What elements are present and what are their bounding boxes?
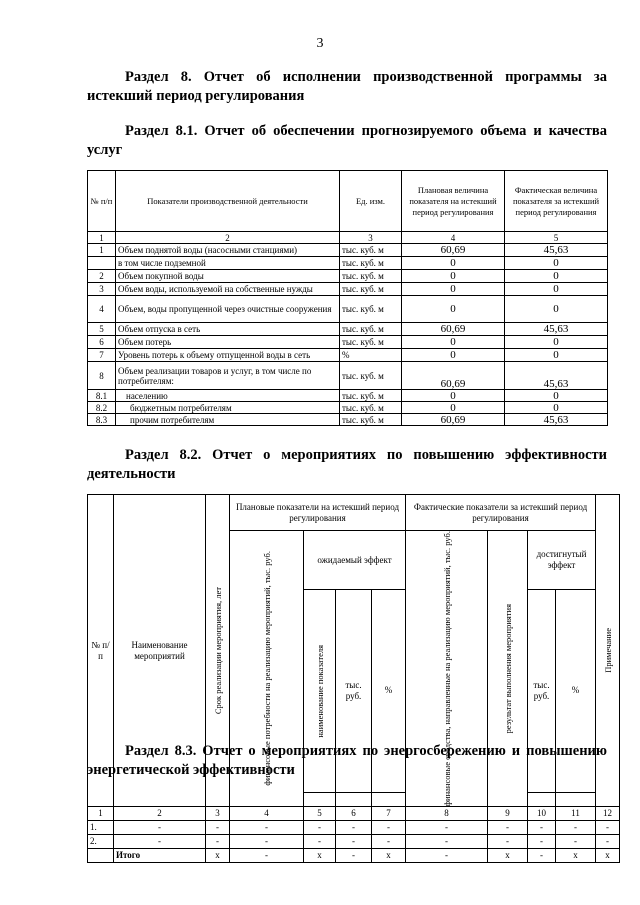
table2-header-row (88, 495, 620, 531)
table1-row (88, 362, 608, 390)
table2-header-pct2: % (556, 590, 596, 793)
cell: 2. (88, 835, 114, 849)
table1-header-plan: Плановая величина показателя на истекший период регулирования (402, 171, 505, 232)
row-unit: тыс. куб. м (340, 390, 402, 402)
section-8-1-line1: Раздел 8.1. Отчет об обеспечении прогнозируемого объема и качества (125, 123, 607, 139)
table2-colnum: 3 (206, 807, 230, 821)
row-plan: 0 (402, 296, 505, 323)
cell: - (596, 835, 620, 849)
table1-row (88, 257, 608, 270)
table2-header-name: Наименование мероприятий (114, 495, 206, 807)
cell: - (596, 821, 620, 835)
row-plan: 60,69 (402, 323, 505, 336)
row-num: 8.3 (88, 414, 116, 426)
row-indicator: бюджетным потребителям (116, 402, 340, 414)
table1-colnum: 2 (116, 232, 340, 244)
section-8-3-heading (87, 742, 607, 780)
row-num: 8.1 (88, 390, 116, 402)
table1-header-indicator: Показатели производственной деятельности (116, 171, 340, 232)
section-8-3-line1: Раздел 8.3. Отчет о мероприятиях по энергосбережению и повышению (125, 743, 607, 759)
row-unit: тыс. куб. м (340, 283, 402, 296)
row-unit: тыс. куб. м (340, 270, 402, 283)
cell: - (336, 835, 372, 849)
row-fact: 45,63 (505, 323, 608, 336)
row-fact: 0 (505, 283, 608, 296)
section-8-2-line1: Раздел 8.2. Отчет о мероприятиях по повышению эффективности (125, 447, 607, 463)
row-num: 8 (88, 362, 116, 390)
cell: - (114, 835, 206, 849)
table2-header-achieved: достигнутый эффект (528, 531, 596, 590)
cell: - (488, 835, 528, 849)
cell: - (406, 821, 488, 835)
table1-row (88, 270, 608, 283)
table2-colnum: 9 (488, 807, 528, 821)
row-indicator: населению (116, 390, 340, 402)
table2-header-result-text: результат выполнения мероприятия (502, 604, 513, 734)
row-fact: 0 (505, 270, 608, 283)
table2-colnum: 6 (336, 807, 372, 821)
row-unit: тыс. куб. м (340, 362, 402, 390)
row-num: 3 (88, 283, 116, 296)
section-8-2-heading (87, 446, 607, 484)
table2-header-plan-fin-text: финансовые потребности на реализацию мероприятий, тыс. руб. (261, 551, 272, 787)
row-indicator: Объем реализации товаров и услуг, в том числе по потребителям: (116, 362, 340, 390)
total-label: Итого (114, 849, 206, 863)
cell: - (528, 835, 556, 849)
row-num: 4 (88, 296, 116, 323)
row-indicator: прочим потребителям (116, 414, 340, 426)
table2-header-term-text: Срок реализации мероприятия, лет (212, 587, 223, 715)
row-num (88, 257, 116, 270)
table2-colnum: 11 (556, 807, 596, 821)
table2-colnum-row (88, 807, 620, 821)
table2-header-indicator-name-text: наименование показателя (314, 644, 325, 738)
row-plan: 0 (402, 270, 505, 283)
table1-colnum: 4 (402, 232, 505, 244)
row-unit: тыс. куб. м (340, 336, 402, 349)
cell: - (406, 835, 488, 849)
table2-colnum: 1 (88, 807, 114, 821)
efficiency-measures-table (87, 494, 620, 863)
row-num: 2 (88, 270, 116, 283)
table1-row (88, 349, 608, 362)
cell: - (304, 821, 336, 835)
cell: x (372, 849, 406, 863)
cell: x (488, 849, 528, 863)
row-unit: тыс. куб. м (340, 414, 402, 426)
row-indicator: Объем потерь (116, 336, 340, 349)
cell: - (372, 835, 406, 849)
table2-header-note-text: Примечание (602, 628, 613, 674)
table1-header-unit: Ед. изм. (340, 171, 402, 232)
table1-row (88, 296, 608, 323)
row-num: 8.2 (88, 402, 116, 414)
row-unit: тыс. куб. м (340, 323, 402, 336)
row-fact: 45,63 (505, 244, 608, 257)
table2-row (88, 835, 620, 849)
cell: - (556, 835, 596, 849)
cell: - (206, 835, 230, 849)
table2-header-pct: % (372, 590, 406, 793)
row-fact: 0 (505, 390, 608, 402)
table1-header-fact: Фактическая величина показателя за истекший период регулирования (505, 171, 608, 232)
table2-row (88, 821, 620, 835)
row-fact: 0 (505, 402, 608, 414)
row-plan: 60,69 (402, 244, 505, 257)
cell: - (230, 821, 304, 835)
table1-colnum: 1 (88, 232, 116, 244)
cell: x (556, 849, 596, 863)
section-8-1-line2: услуг (87, 142, 123, 158)
row-num: 5 (88, 323, 116, 336)
table1-row (88, 414, 608, 426)
page-number: 3 (316, 36, 324, 51)
row-fact: 45,63 (505, 414, 608, 426)
row-plan: 60,69 (402, 414, 505, 426)
table1-row (88, 336, 608, 349)
row-indicator: Объем отпуска в сеть (116, 323, 340, 336)
row-fact: 0 (505, 349, 608, 362)
row-indicator: в том числе подземной (116, 257, 340, 270)
row-num: 6 (88, 336, 116, 349)
table2-colnum: 4 (230, 807, 304, 821)
table1-colnum: 5 (505, 232, 608, 244)
row-plan: 0 (402, 283, 505, 296)
row-unit: тыс. куб. м (340, 257, 402, 270)
row-indicator: Объем воды, используемой на собственные нужды (116, 283, 340, 296)
row-unit: % (340, 349, 402, 362)
cell: x (304, 849, 336, 863)
cell: - (406, 849, 488, 863)
table2-header-thous: тыс. руб. (336, 590, 372, 793)
cell: - (336, 821, 372, 835)
row-indicator: Уровень потерь к объему отпущенной воды в сеть (116, 349, 340, 362)
row-num: 1 (88, 244, 116, 257)
table1-row (88, 244, 608, 257)
row-unit: тыс. куб. м (340, 402, 402, 414)
table1-colnum-row (88, 232, 608, 244)
cell: 1. (88, 821, 114, 835)
table2-colnum: 7 (372, 807, 406, 821)
section-8-line2: истекший период регулирования (87, 88, 305, 104)
table2-colnum: 10 (528, 807, 556, 821)
row-indicator: Объем покупной воды (116, 270, 340, 283)
row-unit: тыс. куб. м (340, 244, 402, 257)
table2-header-thous2: тыс. руб. (528, 590, 556, 793)
row-indicator: Объем, воды пропущенной через очистные сооружения (116, 296, 340, 323)
row-fact: 0 (505, 296, 608, 323)
cell: - (206, 821, 230, 835)
row-unit: тыс. куб. м (340, 296, 402, 323)
table2-colnum: 12 (596, 807, 620, 821)
row-plan: 0 (402, 257, 505, 270)
cell: - (528, 821, 556, 835)
row-fact: 0 (505, 257, 608, 270)
section-8-heading (87, 68, 607, 106)
table2-total-row (88, 849, 620, 863)
row-fact: 45,63 (505, 362, 608, 390)
row-plan: 0 (402, 390, 505, 402)
row-plan: 0 (402, 349, 505, 362)
table1-header-num: № п/п (88, 171, 116, 232)
cell: - (230, 849, 304, 863)
table2-colnum: 5 (304, 807, 336, 821)
cell: - (556, 821, 596, 835)
table2-header-plan: Плановые показатели на истекший период регулирования (230, 495, 406, 531)
table2-colnum: 8 (406, 807, 488, 821)
table2-header-expected: ожидаемый эффект (304, 531, 406, 590)
table1-header-row (88, 171, 608, 232)
section-8-3-line2: энергетической эффективности (87, 762, 295, 778)
cell: - (230, 835, 304, 849)
table2-header-num: № п/п (88, 495, 114, 807)
production-indicators-table (87, 170, 608, 426)
row-plan: 0 (402, 402, 505, 414)
row-indicator: Объем поднятой воды (насосными станциями) (116, 244, 340, 257)
cell: - (488, 821, 528, 835)
cell: - (528, 849, 556, 863)
table2-header-fact: Фактические показатели за истекший период регулирования (406, 495, 596, 531)
cell: x (206, 849, 230, 863)
cell (88, 849, 114, 863)
row-fact: 0 (505, 336, 608, 349)
table2-header-fact-fin-text: финансовые средства, направленные на реализацию мероприятий, тыс. руб. (441, 531, 452, 807)
table1-row (88, 402, 608, 414)
cell: - (336, 849, 372, 863)
row-plan: 0 (402, 336, 505, 349)
cell: x (596, 849, 620, 863)
cell: - (304, 835, 336, 849)
table1-row (88, 283, 608, 296)
section-8-2-line2: деятельности (87, 466, 176, 482)
section-8-line1: Раздел 8. Отчет об исполнении производственной программы за (125, 69, 607, 85)
cell: - (372, 821, 406, 835)
cell: - (114, 821, 206, 835)
table1-row (88, 390, 608, 402)
table1-row (88, 323, 608, 336)
table1-colnum: 3 (340, 232, 402, 244)
section-8-1-heading (87, 122, 607, 160)
row-num: 7 (88, 349, 116, 362)
table2-colnum: 2 (114, 807, 206, 821)
row-plan: 60,69 (402, 362, 505, 390)
